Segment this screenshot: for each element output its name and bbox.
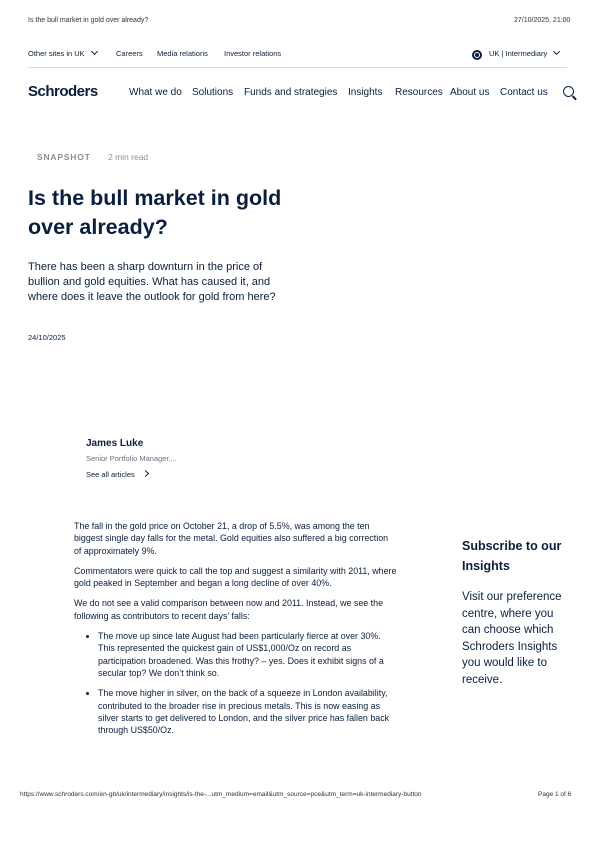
- bullet-item: • The move higher in silver, on the back of a squeeze in London availability, contributed to the broader rise in precious metals. This is now easing as silver starts to get delivered to London, and the silver price has fallen back through US$50/Oz.: [98, 687, 397, 736]
- header-divider: [28, 67, 567, 68]
- article-date: 24/10/2025: [28, 333, 66, 342]
- body-paragraph: Commentators were quick to call the top and suggest a similarity with 2011, where gold peaked in September and began a long decline of over 40%.: [74, 565, 397, 589]
- article-title: Is the bull market in gold over already?: [28, 186, 282, 239]
- nav-insights[interactable]: Insights: [348, 87, 383, 98]
- nav-resources[interactable]: Resources: [395, 87, 443, 98]
- chevron-right-icon: [142, 470, 149, 477]
- schroders-logo[interactable]: Schroders: [28, 83, 98, 100]
- bullet-item: • The move up since late August had been particularly fierce at over 30%. This represented the quickest gain of US$1,000/Oz on record as participation broadened. Was this frothy? – yes. Does it exhibit signs of a secular top? We don’t think so.: [98, 630, 397, 679]
- nav-contact-us[interactable]: Contact us: [500, 87, 548, 98]
- globe-icon: [472, 50, 482, 60]
- see-all-articles-label: See all articles: [86, 470, 135, 479]
- search-icon[interactable]: [563, 86, 574, 97]
- subscribe-text[interactable]: Visit our preference centre, where you can choose which Schroders Insights you would like to receive.: [462, 591, 562, 686]
- print-header-title: Is the bull market in gold over already?: [28, 17, 149, 24]
- print-footer-url: https://www.schroders.com/en-gb/uk/intermediary/insights/is-the-...utm_medium=email&utm_source=pce&utm_term=uk-intermediary-button: [20, 791, 422, 798]
- nav-what-we-do[interactable]: What we do: [129, 87, 182, 98]
- nav-funds-and-strategies[interactable]: Funds and strategies: [244, 87, 338, 98]
- author-name: James Luke: [86, 438, 144, 449]
- nav-about-us[interactable]: About us: [450, 87, 490, 98]
- see-all-articles-link[interactable]: [86, 470, 148, 479]
- chevron-down-icon: [553, 48, 560, 55]
- read-time: 2 min read: [108, 152, 149, 162]
- other-sites-label: Other sites in UK: [28, 49, 85, 58]
- print-footer-page: Page 1 of 6: [538, 791, 572, 798]
- locale-selector[interactable]: [489, 49, 559, 58]
- investor-relations-link[interactable]: Investor relations: [224, 49, 282, 58]
- other-sites-dropdown[interactable]: [28, 49, 97, 58]
- chevron-down-icon: [91, 48, 98, 55]
- careers-link[interactable]: Careers: [116, 49, 143, 58]
- locale-label: UK | Intermediary: [489, 49, 548, 58]
- article-body: [74, 520, 397, 744]
- subscribe-title: Subscribe to our Insights: [462, 539, 562, 573]
- nav-solutions[interactable]: Solutions: [192, 87, 234, 98]
- author-role: Senior Portfolio Manager,...: [86, 454, 177, 463]
- article-standfirst: There has been a sharp downturn in the price of bullion and gold equities. What has caused it, and where does it leave the outlook for gold from here?: [28, 261, 276, 303]
- media-relations-link[interactable]: Media relations: [157, 49, 208, 58]
- body-bullet-list: [74, 630, 397, 736]
- body-paragraph: The fall in the gold price on October 21, a drop of 5.5%, was among the ten biggest single day falls for the metal. Gold equities also suffered a big correction of approximately 9%.: [74, 521, 389, 556]
- article-tag: SNAPSHOT: [37, 152, 91, 162]
- utility-bar: [28, 49, 567, 61]
- body-paragraph: We do not see a valid comparison between now and 2011. Instead, we see the following as contributors to recent days’ falls:: [74, 598, 384, 621]
- print-header-timestamp: 27/10/2025, 21:00: [514, 17, 571, 24]
